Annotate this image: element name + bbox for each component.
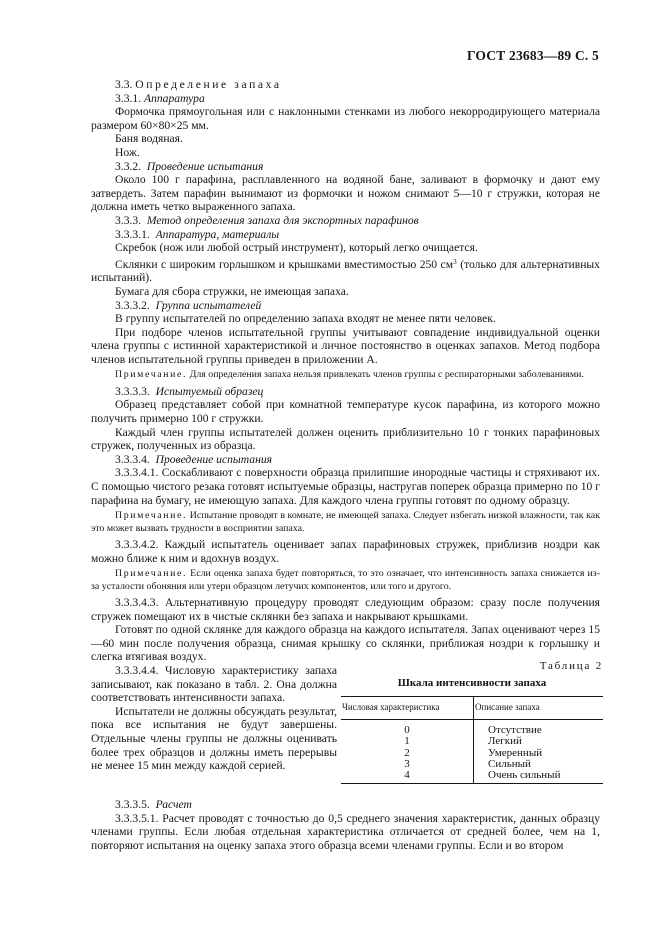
- table-row: [341, 770, 603, 784]
- table-cell: 3: [341, 759, 474, 770]
- section-3-3-2-heading: 3.3.2. Проведение испытания: [115, 159, 264, 173]
- table-row: [341, 748, 603, 759]
- paragraph: 3.3.3.4.4. Числовую характеристику запаха записывают, как показано в табл. 2. Она должна соответствовать интенсивности запаха.: [91, 664, 337, 705]
- odor-intensity-table: [341, 696, 603, 784]
- left-column: [91, 664, 337, 773]
- table-row: [341, 736, 603, 747]
- paragraph: Каждый член группы испытателей должен оценить приблизительно 10 г тонких парафиновых стружек, полученных из образца.: [91, 425, 600, 453]
- section-3-3-3-2-heading: 3.3.3.2. Группа испытателей: [115, 298, 262, 312]
- paragraph: Формочка прямоугольная или с наклонными стенками из любого некорродирующего материала размером 60×80×25 мм.: [91, 105, 600, 132]
- table-header-cell: Числовая характеристика: [341, 697, 474, 720]
- section-3-3-3-heading: 3.3.3. Метод определения запаха для экспортных парафинов: [115, 213, 419, 227]
- table-cell: 4: [341, 770, 474, 784]
- note: Примечание. Для определения запаха нельзя привлекать членов группы с респираторными заболеваниями.: [115, 369, 584, 381]
- section-3-3-3-4-heading: 3.3.3.4. Проведение испытания: [115, 452, 273, 466]
- table-title: Шкала интенсивности запаха: [397, 676, 547, 689]
- section-3-3-1-heading: 3.3.1. Аппаратура: [115, 91, 205, 105]
- page-content: [91, 78, 603, 852]
- paragraph: Испытатели не должны обсуждать результат, пока все испытания не будут завершены. Отдельные члены группы не должны оценивать более трех образцов и должны иметь перерывы не менее 15 мин между каждой серией.: [91, 704, 337, 773]
- table-row: [341, 720, 603, 737]
- note: Примечание. Если оценка запаха будет повторяться, то это означает, что интенсивность запаха снижается из-за усталости обоняния или утери образцом летучих компонентов, или того и другого.: [91, 568, 600, 592]
- paragraph: Готовят по одной склянке для каждого образца на каждого испытателя. Запах оценивают через 15—60 мин после получения образца, снимая крышку со склянки, приближая ноздри к горлышку и слегка втягивая воздух.: [91, 623, 600, 664]
- table-header-cell: Описание запаха: [474, 697, 604, 720]
- section-3-3-3-1-heading: 3.3.3.1. Аппаратура, материалы: [115, 227, 280, 241]
- paragraph: Баня водяная.: [115, 132, 183, 146]
- paragraph: Склянки с широким горлышком и крышками вместимостью 250 $см^3$ (только для альтернативных испытаний).: [91, 256, 600, 285]
- table-cell: Отсутствие: [488, 724, 542, 737]
- paragraph: При подборе членов испытательной группы учитывают совпадение индивидуальной оценки члена группы с истинной характеристикой и личное постоянство в оценках запахов. Метод подбора членов испытательной группы приведен в приложении А.: [91, 325, 600, 366]
- table-cell: Очень сильный: [474, 770, 604, 784]
- section-3-3-heading: 3.3. Определение запаха: [115, 78, 282, 91]
- table-cell: 2: [341, 748, 474, 759]
- paragraph: Бумага для сбора стружки, не имеющая запаха.: [115, 284, 349, 298]
- paragraph: 3.3.3.4.2. Каждый испытатель оценивает запах парафиновых стружек, приблизив ноздри как можно ближе к ним и вдохнув воздух.: [91, 538, 600, 565]
- table-cell: 0: [341, 720, 474, 737]
- text-with-table: [91, 660, 603, 798]
- paragraph: Около 100 г парафина, расплавленного на водяной бане, заливают в формочку и дают ему затвердеть. Затем парафин вынимают из формочки и ножом снимают 5—10 г стружки, которая не должна иметь четко выраженного запаха.: [91, 173, 600, 214]
- table-cell: Сильный: [488, 757, 531, 770]
- paragraph: Скребок (нож или любой острый инструмент), который легко очищается.: [115, 241, 478, 255]
- table-row: [341, 759, 603, 770]
- table-caption: Таблица 2: [539, 660, 603, 672]
- paragraph: 3.3.3.5.1. Расчет проводят с точностью до 0,5 среднего значения характеристик, данных образцу членами группы. Если любая отдельная характеристика отличается от средней более, чем на 1, повторяют испытания на оценку запаха этого образца всеми членами группы. Если и во втором: [91, 811, 600, 852]
- section-3-3-3-5-heading: 3.3.3.5. Расчет: [115, 798, 192, 811]
- paragraph: 3.3.3.4.1. Соскабливают с поверхности образца прилипшие инородные частицы и стряхивают их. С помощью чистого резака готовят испытуемые образцы, настругав поперек образца примерно по 10 г парафина на бумагу, не имеющую запаха. Для каждого члена группы готовят по одному образцу.: [91, 466, 600, 507]
- paragraph: В группу испытателей по определению запаха входят не менее пяти человек.: [115, 312, 496, 326]
- page-header: ГОСТ 23683—89 С. 5: [466, 48, 599, 63]
- section-3-3-3-3-heading: 3.3.3.3. Испытуемый образец: [115, 384, 264, 398]
- paragraph: 3.3.3.4.3. Альтернативную процедуру проводят следующим образом: сразу после получения стружек помещают их в чистые склянки без запаха и накрывают крышками.: [91, 596, 600, 623]
- paragraph: Образец представляет собой при комнатной температуре кусок парафина, из которого можно получить примерно 100 г стружки.: [91, 398, 600, 426]
- table-cell: Легкий: [488, 735, 522, 748]
- table-cell: 1: [341, 736, 474, 747]
- paragraph: Нож.: [115, 145, 140, 159]
- table-cell: Умеренный: [488, 746, 543, 759]
- note: Примечание. Испытание проводят в комнате, не имеющей запаха. Следует избегать низкой влажности, так как это может вызвать трудности в восприятии запаха.: [91, 510, 600, 534]
- table-2: [341, 660, 603, 784]
